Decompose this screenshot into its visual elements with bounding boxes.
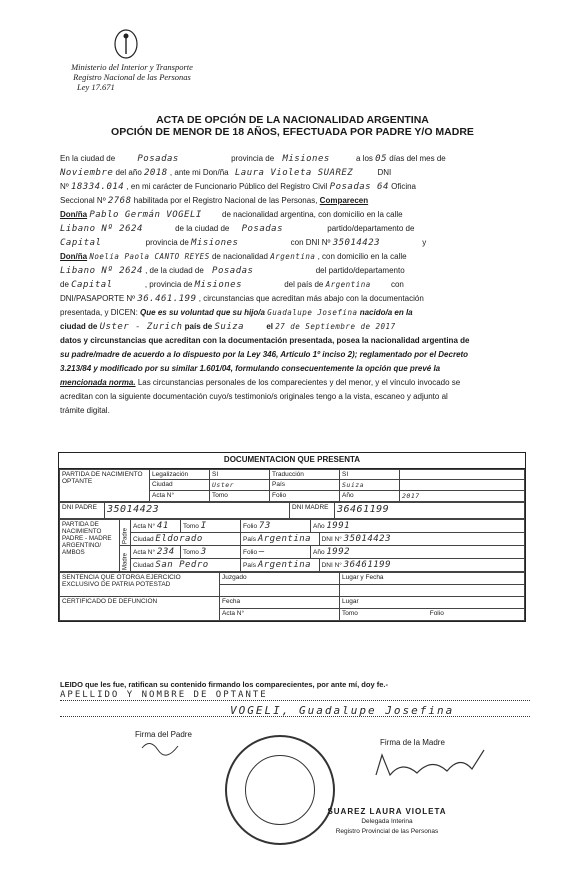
sentencia-label: SENTENCIA QUE OTORGA EJERCICIO EXCLUSIVO DE PATRIA POTESTAD	[60, 573, 220, 597]
month-value: Noviembre	[60, 168, 114, 178]
child-city-cell: Uster	[210, 480, 270, 491]
body-line-12: presentada, y DICEN: Que es su voluntad que su hijo/a Guadalupe Josefina nacido/a en la	[60, 308, 413, 317]
parents-label: PARTIDA DE NACIMIENTO PADRE - MADRE ARGENTINO/ AMBOS	[60, 520, 120, 572]
body-line-11: DNI/PASAPORTE Nº 36.461.199 , circunstancias que acreditan más abajo con la documentación	[60, 294, 424, 304]
father-dni-value: 35014423	[332, 238, 381, 248]
stamp-role: Delegada Interina	[361, 818, 413, 825]
office-value: Posadas 64	[329, 182, 389, 192]
registry-name: Registro Nacional de las Personas	[73, 72, 191, 82]
body-line-13: ciudad de Uster - Zurich país de Suiza el 27 de Septiembre de 2017	[60, 322, 396, 332]
body-line-17: mencionada norma. Las circunstancias personales de los comparecientes y del menor, y el vínculo invocado se	[60, 378, 461, 387]
father-name-value: Pablo Germán VOGELI	[89, 210, 202, 220]
body-line-9: Libano Nº 2624 , de la ciudad de Posadas del partido/departamento	[60, 266, 405, 276]
coat-of-arms-icon	[113, 28, 139, 60]
body-line-6: Libano Nº 2624 de la ciudad de Posadas partido/departamento de	[60, 224, 415, 234]
stamp-name: SUAREZ LAURA VIOLETA	[327, 807, 447, 816]
officer-stamp	[322, 807, 452, 837]
body-line-14: datos y circunstancias que acreditan con la documentación presentada, posea la nacionalidad argentina de	[60, 336, 470, 345]
mother-address-value: Libano Nº 2624	[60, 266, 143, 276]
mother-country-value: Argentina	[325, 280, 371, 289]
stamp-registry: Registro Provincial de las Personas	[335, 828, 439, 835]
body-line-10: de Capital , provincia de Misiones del país de Argentina con	[60, 280, 404, 290]
year-value: 2018	[144, 168, 168, 178]
child-city-value: Uster - Zurich	[99, 322, 183, 332]
mother-province-value: Misiones	[194, 280, 242, 290]
mother-name-value: Noelia Paola CANTO REYES	[89, 252, 210, 261]
body-line-15: su padre/madre de acuerdo a lo dispuesto por la Ley 346, Artículo 1º inciso 2); reglamentado por el Decreto	[60, 350, 469, 359]
ministry-name: Ministerio del Interior y Transporte	[71, 62, 193, 72]
law-number: Ley 17.671	[77, 82, 115, 92]
defuncion-label: CERTIFICADO DE DEFUNCION	[60, 597, 220, 621]
body-line-1: En la ciudad de Posadas provincia de Misiones a los 05 días del mes de	[60, 154, 446, 164]
apellido-label: APELLIDO Y NOMBRE DE OPTANTE	[60, 690, 268, 700]
mother-city-value: Posadas	[212, 266, 254, 276]
body-line-7: Capital provincia de Misiones con DNI Nº 35014423 y	[60, 238, 427, 248]
province-value: Misiones	[282, 154, 330, 164]
father-signature-label: Firma del Padre	[135, 730, 192, 739]
child-name-value: Guadalupe Josefina	[267, 308, 358, 317]
dni-table: DNI PADRE 35014423 DNI MADRE 36461199	[59, 502, 525, 519]
optante-name: VOGELI, Guadalupe Josefina	[230, 704, 455, 717]
body-line-19: trámite digital.	[60, 406, 110, 415]
father-dni-cell: 35014423	[105, 503, 290, 519]
body-line-16: 3.213/84 y modificado por su similar 1.601/04, formulando consecuentemente la opción que prevé la	[60, 364, 441, 373]
child-year-cell: 2017	[400, 491, 525, 502]
father-dept-value: Capital	[60, 238, 102, 248]
body-line-18: acreditan con la siguiente documentación cuyo/s testimonio/s originales tengo a la vista, escaneo y adjunto al	[60, 392, 448, 401]
birth-label: PARTIDA DE NACIMIENTO OPTANTE	[60, 470, 150, 502]
parents-birth-table: PARTIDA DE NACIMIENTO PADRE - MADRE ARGENTINO/ AMBOS Padre Acta N° 41 Tomo I Folio 73 Año 1991 Ciudad Eldorado País Argentina DNI N° 35014423 Madre Acta N° 234 Tomo 3 Folio — Año 1992 Ciudad San Pedro País Argentina DNI N° 36461199	[59, 519, 525, 572]
documentation-table	[58, 452, 526, 622]
child-country-value: Suiza	[214, 322, 245, 332]
body-line-8: Don/ña Noelia Paola CANTO REYES de nacionalidad Argentina , con domicilio en la calle	[60, 252, 407, 261]
apellido-line	[60, 700, 530, 701]
optante-line	[60, 716, 530, 717]
day-value: 05	[375, 154, 388, 164]
child-country-cell: Suiza	[340, 480, 400, 491]
child-dob-value: 27 de Septiembre de 2017	[275, 322, 396, 331]
birth-certificate-table: PARTIDA DE NACIMIENTO OPTANTE Legalización SI Traducción SI Ciudad Uster País Suiza Acta N° Tomo Folio Año 2017	[59, 469, 525, 502]
officer-value: Laura Violeta SUAREZ	[234, 168, 354, 178]
father-signature-icon	[140, 738, 180, 760]
father-city-value: Posadas	[241, 224, 284, 234]
mother-dni-value: 36.461.199	[137, 294, 197, 304]
ministry-header	[52, 62, 212, 92]
office-no-value: 2768	[107, 196, 132, 206]
body-line-5: Don/ña Pablo Germán VOGELI de nacionalidad argentina, con domicilio en la calle	[60, 210, 403, 220]
father-province-value: Misiones	[191, 238, 239, 248]
mother-signature-icon	[372, 745, 492, 782]
sentence-table: SENTENCIA QUE OTORGA EJERCICIO EXCLUSIVO DE PATRIA POTESTAD Juzgado Lugar y Fecha CERTIFICADO DE DEFUNCION Fecha Lugar Acta N° Tomo Folio	[59, 572, 525, 621]
body-line-2: Noviembre del año 2018 , ante mi Don/ña Laura Violeta SUAREZ DNI	[60, 168, 392, 178]
documentation-heading: DOCUMENTACION QUE PRESENTA	[59, 453, 525, 469]
document-title: ACTA DE OPCIÓN DE LA NACIONALIDAD ARGENTINA	[156, 114, 429, 126]
mother-dni-cell: 36461199	[335, 503, 525, 519]
body-line-4: Seccional Nº 2768 habilitada por el Registro Nacional de las Personas, Comparecen	[60, 196, 369, 206]
official-seal-icon	[225, 735, 335, 845]
closing-text: LEIDO que les fue, ratifican su contenido firmando los comparecientes, por ante mí, doy fe.-	[60, 680, 388, 689]
father-address-value: Libano Nº 2624	[60, 224, 143, 234]
body-line-3: Nº 18334.014 , en mi carácter de Funcionario Público del Registro Civil Posadas 64 Oficina	[60, 182, 416, 192]
document-subtitle: OPCIÓN DE MENOR DE 18 AÑOS, EFECTUADA POR PADRE Y/O MADRE	[111, 126, 474, 138]
mother-nationality-value: Argentina	[270, 252, 316, 261]
mother-dept-value: Capital	[71, 280, 113, 290]
city-value: Posadas	[137, 154, 179, 164]
mother-signature-label: Firma de la Madre	[380, 738, 445, 747]
officer-dni-value: 18334.014	[70, 182, 125, 192]
